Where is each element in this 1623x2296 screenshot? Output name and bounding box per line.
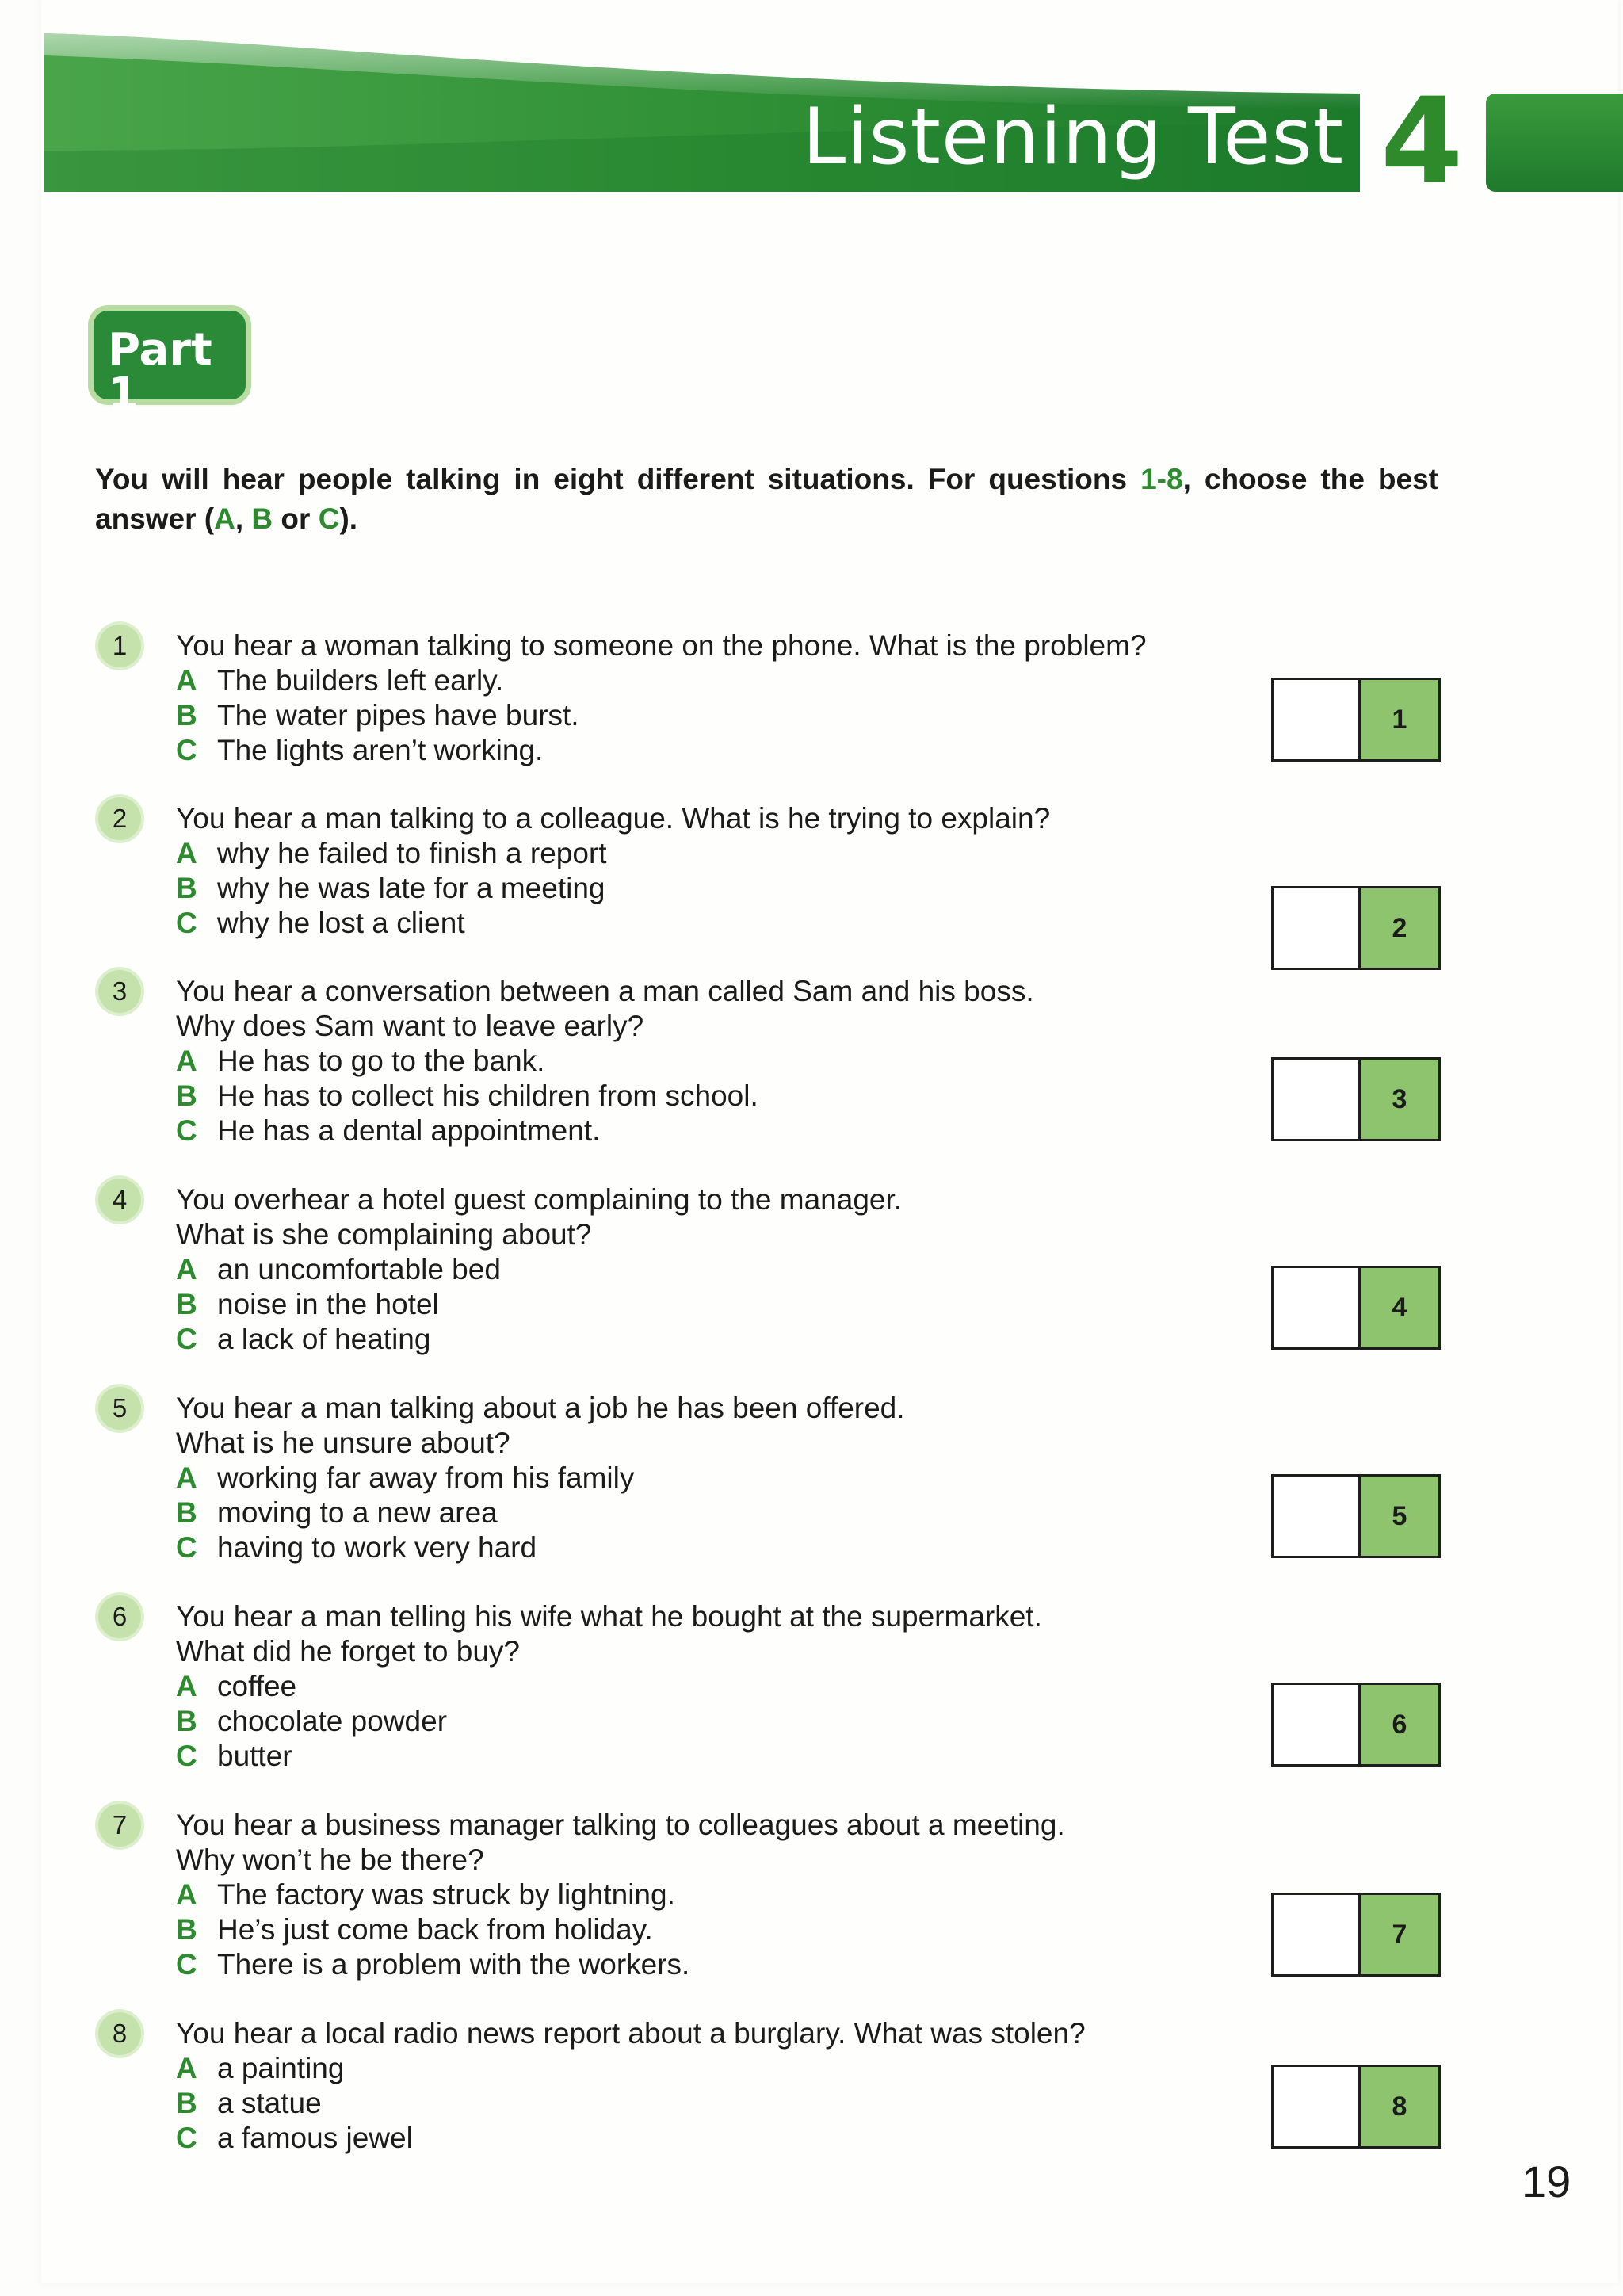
- question-prompt: Why does Sam want to leave early?: [176, 1010, 644, 1042]
- option-letter: C: [176, 1114, 197, 1147]
- option-c[interactable]: [176, 1530, 537, 1565]
- option-a[interactable]: [176, 1878, 675, 1912]
- instructions-text: ).: [339, 502, 358, 535]
- option-a[interactable]: [176, 2051, 344, 2086]
- instructions-text: , choose the best answer (: [95, 463, 1438, 535]
- question-prompt: You hear a business manager talking to colleagues about a meeting.: [176, 1809, 1065, 1841]
- answer-box-number: 7: [1358, 1895, 1438, 1974]
- option-letter: A: [176, 1045, 197, 1077]
- option-b[interactable]: [176, 871, 605, 906]
- question-number: 6: [98, 1595, 141, 1638]
- answer-input[interactable]: [1274, 1060, 1358, 1139]
- option-text: He has a dental appointment.: [217, 1114, 601, 1147]
- option-letter: B: [176, 1079, 197, 1112]
- answer-input[interactable]: [1274, 1477, 1358, 1556]
- question-prompt: What is he unsure about?: [176, 1427, 510, 1459]
- question-range: 1-8: [1140, 463, 1183, 495]
- part-label: Part 1: [108, 324, 212, 420]
- option-text: He’s just come back from holiday.: [217, 1913, 653, 1946]
- option-text: The water pipes have burst.: [217, 699, 579, 732]
- option-letter: C: [176, 907, 197, 939]
- option-b[interactable]: [176, 1496, 498, 1530]
- question-number: 4: [98, 1179, 141, 1221]
- option-text: He has to collect his children from school.: [217, 1079, 758, 1112]
- option-a[interactable]: [176, 1044, 544, 1079]
- option-letter: C: [176, 2122, 197, 2154]
- option-c[interactable]: [176, 733, 543, 768]
- option-letter: A: [176, 1878, 197, 1911]
- option-letter: A: [214, 502, 235, 535]
- option-text: a famous jewel: [217, 2122, 413, 2154]
- question-number: 2: [98, 797, 141, 840]
- question-prompt: What is she complaining about?: [176, 1218, 592, 1251]
- option-letter: A: [176, 664, 197, 697]
- question-prompt: You hear a man talking about a job he has been offered.: [176, 1392, 905, 1424]
- option-letter: B: [176, 1705, 197, 1737]
- answer-box-number: 4: [1358, 1268, 1438, 1347]
- part-badge: [94, 311, 246, 420]
- answer-box: [1271, 1266, 1441, 1350]
- option-c[interactable]: [176, 1947, 689, 1982]
- question-number: 3: [98, 970, 141, 1013]
- option-text: an uncomfortable bed: [217, 1253, 501, 1286]
- option-text: having to work very hard: [217, 1531, 537, 1564]
- option-text: There is a problem with the workers.: [217, 1948, 690, 1981]
- answer-box-number: 8: [1358, 2067, 1438, 2146]
- question-prompt: What did he forget to buy?: [176, 1635, 520, 1668]
- option-c[interactable]: [176, 2121, 413, 2156]
- option-letter: C: [176, 1740, 197, 1772]
- option-c[interactable]: [176, 1739, 292, 1774]
- question-prompt: You hear a conversation between a man called Sam and his boss.: [176, 975, 1034, 1007]
- answer-box: [1271, 678, 1441, 762]
- option-text: coffee: [217, 1670, 297, 1702]
- instructions: [95, 460, 1438, 539]
- option-letter: C: [318, 502, 340, 535]
- question-prompt: You overhear a hotel guest complaining to the manager.: [176, 1183, 903, 1216]
- option-letter: B: [176, 1913, 197, 1946]
- option-text: why he failed to finish a report: [217, 837, 607, 869]
- answer-input[interactable]: [1274, 1268, 1358, 1347]
- answer-box-number: 5: [1358, 1477, 1438, 1556]
- option-b[interactable]: [176, 1704, 447, 1739]
- option-text: a lack of heating: [217, 1323, 431, 1355]
- answer-input[interactable]: [1274, 1895, 1358, 1974]
- option-text: chocolate powder: [217, 1705, 448, 1737]
- option-letter: B: [176, 1496, 197, 1529]
- option-text: why he lost a client: [217, 907, 465, 939]
- option-letter: A: [176, 837, 197, 869]
- answer-box-number: 2: [1358, 888, 1438, 968]
- option-text: a statue: [217, 2087, 322, 2119]
- option-letter: A: [176, 1253, 197, 1286]
- test-number: 4: [1381, 73, 1464, 211]
- answer-input[interactable]: [1274, 2067, 1358, 2146]
- page-number: 19: [1522, 2157, 1571, 2206]
- answer-box: [1271, 1893, 1441, 1977]
- option-a[interactable]: [176, 1461, 634, 1496]
- option-letter: B: [251, 502, 273, 535]
- question-prompt: You hear a woman talking to someone on the phone. What is the problem?: [176, 629, 1147, 662]
- option-a[interactable]: [176, 836, 607, 871]
- option-text: The lights aren’t working.: [217, 734, 544, 766]
- option-b[interactable]: [176, 698, 579, 733]
- option-text: The factory was struck by lightning.: [217, 1878, 675, 1911]
- option-letter: A: [176, 1670, 197, 1702]
- option-letter: B: [176, 872, 197, 904]
- answer-input[interactable]: [1274, 680, 1358, 759]
- question-number: 7: [98, 1804, 141, 1847]
- option-letter: C: [176, 734, 197, 766]
- option-letter: C: [176, 1948, 197, 1981]
- option-b[interactable]: [176, 2086, 322, 2121]
- question-prompt: You hear a man telling his wife what he bought at the supermarket.: [176, 1600, 1042, 1633]
- option-text: noise in the hotel: [217, 1288, 439, 1320]
- option-text: why he was late for a meeting: [217, 872, 605, 904]
- option-text: He has to go to the bank.: [217, 1045, 545, 1077]
- option-text: moving to a new area: [217, 1496, 498, 1529]
- answer-input[interactable]: [1274, 1685, 1358, 1764]
- option-text: The builders left early.: [217, 664, 504, 697]
- answer-box: [1271, 2065, 1441, 2149]
- option-c[interactable]: [176, 906, 465, 941]
- answer-box: [1271, 1474, 1441, 1558]
- question-number: 8: [98, 2012, 141, 2055]
- option-letter: A: [176, 1461, 197, 1494]
- answer-box: [1271, 1683, 1441, 1767]
- question-number: 1: [98, 625, 141, 667]
- option-c[interactable]: [176, 1114, 600, 1148]
- option-a[interactable]: [176, 1252, 501, 1287]
- option-letter: A: [176, 2052, 197, 2084]
- answer-box-number: 3: [1358, 1060, 1438, 1139]
- option-c[interactable]: [176, 1322, 430, 1357]
- banner-end-tab: [1486, 94, 1623, 192]
- option-letter: B: [176, 2087, 197, 2119]
- answer-box: [1271, 1057, 1441, 1141]
- question-prompt: You hear a man talking to a colleague. What is he trying to explain?: [176, 802, 1051, 835]
- answer-box-number: 1: [1358, 680, 1438, 759]
- option-letter: B: [176, 699, 197, 732]
- option-b[interactable]: [176, 1912, 653, 1947]
- option-text: working far away from his family: [217, 1461, 635, 1494]
- option-letter: B: [176, 1288, 197, 1320]
- question-prompt: Why won’t he be there?: [176, 1843, 484, 1876]
- option-a[interactable]: [176, 663, 503, 698]
- instructions-text: ,: [235, 502, 252, 535]
- page-title: Listening Test: [802, 92, 1344, 182]
- option-b[interactable]: [176, 1287, 439, 1322]
- option-b[interactable]: [176, 1079, 758, 1114]
- question-prompt: You hear a local radio news report about a burglary. What was stolen?: [176, 2017, 1086, 2050]
- option-text: a painting: [217, 2052, 345, 2084]
- header-banner: [44, 32, 1360, 192]
- question-number: 5: [98, 1387, 141, 1430]
- option-a[interactable]: [176, 1669, 296, 1704]
- instructions-text: or: [273, 502, 319, 535]
- instructions-text: You will hear people talking in eight different situations. For questions: [95, 463, 1141, 495]
- answer-box: [1271, 886, 1441, 970]
- answer-box-number: 6: [1358, 1685, 1438, 1764]
- option-letter: C: [176, 1323, 197, 1355]
- answer-input[interactable]: [1274, 888, 1358, 968]
- option-letter: C: [176, 1531, 197, 1564]
- option-text: butter: [217, 1740, 292, 1772]
